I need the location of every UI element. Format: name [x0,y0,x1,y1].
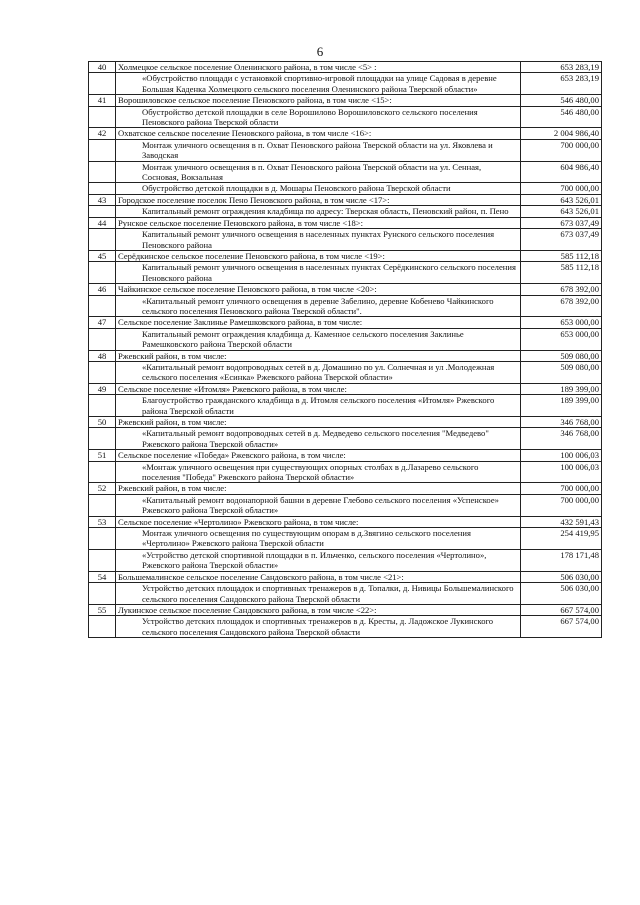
row-amount: 189 399,00 [521,383,602,394]
row-description: Сельское поселение «Победа» Ржевского района, в том числе: [116,450,521,461]
row-amount: 653 000,00 [521,317,602,328]
row-number: 51 [89,450,116,461]
row-number [89,139,116,161]
table-row-project [89,494,602,516]
table-row-municipality [89,604,602,615]
row-number: 44 [89,217,116,228]
budget-table [88,61,602,638]
row-description: Обустройство детской площадки в селе Ворошилово Ворошиловского сельского поселения Пеновского района Тверской области [116,106,521,128]
row-number [89,494,116,516]
row-number: 50 [89,417,116,428]
row-description: Ржевский район, в том числе: [116,350,521,361]
row-description: Лукинское сельское поселение Сандовского района, в том числе <22>: [116,604,521,615]
page-number: 6 [316,44,324,59]
row-description: Устройство детских площадок и спортивных тренажеров в д. Топалки, д. Нивицы Большемалинского сельского поселения Сандовского района Тверской области [116,583,521,605]
row-description: Чайкинское сельское поселение Пеновского района, в том числе <20>: [116,284,521,295]
row-number: 53 [89,516,116,527]
row-number [89,161,116,183]
table-row-municipality [89,194,602,205]
row-number [89,428,116,450]
table-row-municipality [89,516,602,527]
row-description: Капитальный ремонт уличного освещения в населенных пунктах Серёдкинского сельского поселения Пеновского района [116,262,521,284]
row-description: Ржевский район, в том числе: [116,483,521,494]
row-number: 41 [89,95,116,106]
row-amount: 346 768,00 [521,428,602,450]
table-row-project [89,328,602,350]
row-description: «Устройство детской спортивной площадки в п. Ильченко, сельского поселения «Чертолино», Ржевского района Тверской области» [116,549,521,571]
row-amount: 585 112,18 [521,250,602,261]
row-description: «Капитальный ремонт водонапорной башни в деревне Глебово сельского поселения «Успенское» Ржевского района Тверской области» [116,494,521,516]
row-number [89,549,116,571]
table-row-project [89,616,602,638]
row-number [89,528,116,550]
row-number: 40 [89,62,116,73]
row-number [89,73,116,95]
row-description: Рунское сельское поселение Пеновского района, в том числе <18>: [116,217,521,228]
row-number [89,361,116,383]
row-description: Большемалинское сельское поселение Сандовского района, в том числе <21>: [116,571,521,582]
row-number [89,395,116,417]
row-amount: 2 004 986,40 [521,128,602,139]
row-description: Капитальный ремонт ограждения кладбища д. Каменное сельского поселения Заклинье Рамешковского района Тверской области [116,328,521,350]
table-row-project [89,461,602,483]
table-row-project [89,161,602,183]
row-amount: 546 480,00 [521,95,602,106]
table-row-municipality [89,128,602,139]
row-amount: 346 768,00 [521,417,602,428]
row-description: Сельское поселение Заклинье Рамешковского района, в том числе: [116,317,521,328]
row-description: Сельское поселение «Чертолино» Ржевского района, в том числе: [116,516,521,527]
row-amount: 673 037,49 [521,217,602,228]
row-number: 43 [89,194,116,205]
table-row-municipality [89,417,602,428]
row-amount: 604 986,40 [521,161,602,183]
row-number [89,461,116,483]
table-row-project [89,229,602,251]
row-amount: 189 399,00 [521,395,602,417]
row-amount: 509 080,00 [521,350,602,361]
row-description: Монтаж уличного освещения в п. Охват Пеновского района Тверской области на ул. Сенная, Сосновая, Вокзальная [116,161,521,183]
table-row-municipality [89,250,602,261]
row-number: 46 [89,284,116,295]
table-row-municipality [89,483,602,494]
row-description: Холмецкое сельское поселение Оленинского района, в том числе <5> : [116,62,521,73]
table-row-project [89,428,602,450]
table-row-project [89,528,602,550]
table-row-project [89,361,602,383]
table-row-project [89,139,602,161]
row-amount: 100 006,03 [521,450,602,461]
row-number [89,262,116,284]
row-description: «Капитальный ремонт водопроводных сетей в д. Медведево сельского поселения "Медведево" Ржевского района Тверской области» [116,428,521,450]
row-description: Охватское сельское поселение Пеновского района, в том числе <16>: [116,128,521,139]
table-row-project [89,583,602,605]
row-number: 45 [89,250,116,261]
row-number: 47 [89,317,116,328]
row-number: 55 [89,604,116,615]
table-row-municipality [89,350,602,361]
row-amount: 643 526,01 [521,194,602,205]
table-row-project [89,395,602,417]
row-amount: 700 000,00 [521,494,602,516]
row-number [89,229,116,251]
row-description: «Монтаж уличного освещения при существующих опорных столбах в д.Лазарево сельского поселения "Победа" Ржевского района Тверской области» [116,461,521,483]
row-amount: 432 591,43 [521,516,602,527]
row-description: Ржевский район, в том числе: [116,417,521,428]
row-description: Капитальный ремонт уличного освещения в населенных пунктах Рунского сельского поселения Пеновского района [116,229,521,251]
row-amount: 700 000,00 [521,483,602,494]
row-description: Ворошиловское сельское поселение Пеновского района, в том числе <15>: [116,95,521,106]
row-description: Монтаж уличного освещения в п. Охват Пеновского района Тверской области на ул. Яковлева и Заводская [116,139,521,161]
row-amount: 100 006,03 [521,461,602,483]
row-number [89,183,116,194]
table-row-project [89,549,602,571]
row-number: 42 [89,128,116,139]
row-amount: 506 030,00 [521,583,602,605]
row-description: Обустройство детской площадки в д. Мошары Пеновского района Тверской области [116,183,521,194]
row-description: Серёдкинское сельское поселение Пеновского района, в том числе <19>: [116,250,521,261]
table-row-project [89,206,602,217]
row-number [89,583,116,605]
row-amount: 546 480,00 [521,106,602,128]
row-description: Городское поселение поселок Пено Пеновского района, в том числе <17>: [116,194,521,205]
row-amount: 254 419,95 [521,528,602,550]
table-row-municipality [89,571,602,582]
row-amount: 700 000,00 [521,139,602,161]
row-number [89,616,116,638]
row-amount: 653 283,19 [521,62,602,73]
table-row-municipality [89,284,602,295]
table-row-municipality [89,217,602,228]
row-amount: 678 392,00 [521,284,602,295]
table-row-project [89,262,602,284]
table-row-project [89,295,602,317]
row-description: Устройство детских площадок и спортивных тренажеров в д. Кресты, д. Ладожское Лукинского сельского поселения Сандовского района Тверской области [116,616,521,638]
row-description: «Капитальный ремонт уличного освещения в деревне Забелино, деревне Кобенево Чайкинского сельского поселения Пеновского района Тверской области". [116,295,521,317]
row-description: Капитальный ремонт ограждения кладбища по адресу: Тверская область, Пеновский район, п. Пено [116,206,521,217]
row-amount: 673 037,49 [521,229,602,251]
row-amount: 700 000,00 [521,183,602,194]
table-row-project [89,106,602,128]
row-amount: 667 574,00 [521,604,602,615]
row-number [89,295,116,317]
row-amount: 653 000,00 [521,328,602,350]
row-number: 54 [89,571,116,582]
row-amount: 678 392,00 [521,295,602,317]
row-description: «Обустройство площади с установкой спортивно-игровой площадки на улице Садовая в деревне Большая Каденка Холмецкого сельского поселения Оленинского района Тверской области» [116,73,521,95]
table-row-municipality [89,383,602,394]
table-row-municipality [89,62,602,73]
row-amount: 509 080,00 [521,361,602,383]
budget-table-body [89,62,602,638]
row-amount: 643 526,01 [521,206,602,217]
row-amount: 585 112,18 [521,262,602,284]
table-row-project [89,73,602,95]
table-row-municipality [89,450,602,461]
row-description: Сельское поселение «Итомля» Ржевского района, в том числе: [116,383,521,394]
row-number: 52 [89,483,116,494]
row-amount: 653 283,19 [521,73,602,95]
row-description: Монтаж уличного освещения по существующим опорам в д.Звягино сельского поселения «Чертолино» Ржевского района Тверской области [116,528,521,550]
table-row-project [89,183,602,194]
row-number [89,328,116,350]
table-row-municipality [89,317,602,328]
row-number: 49 [89,383,116,394]
row-number: 48 [89,350,116,361]
row-number [89,106,116,128]
row-description: «Капитальный ремонт водопроводных сетей в д. Домашино по ул. Солнечная и ул .Молодежная сельского поселения «Есинка» Ржевского района Тверской области» [116,361,521,383]
row-description: Благоустройство гражданского кладбища в д. Итомля сельского поселения «Итомля» Ржевского района Тверской области [116,395,521,417]
row-amount: 506 030,00 [521,571,602,582]
row-number [89,206,116,217]
table-row-municipality [89,95,602,106]
row-amount: 667 574,00 [521,616,602,638]
row-amount: 178 171,48 [521,549,602,571]
